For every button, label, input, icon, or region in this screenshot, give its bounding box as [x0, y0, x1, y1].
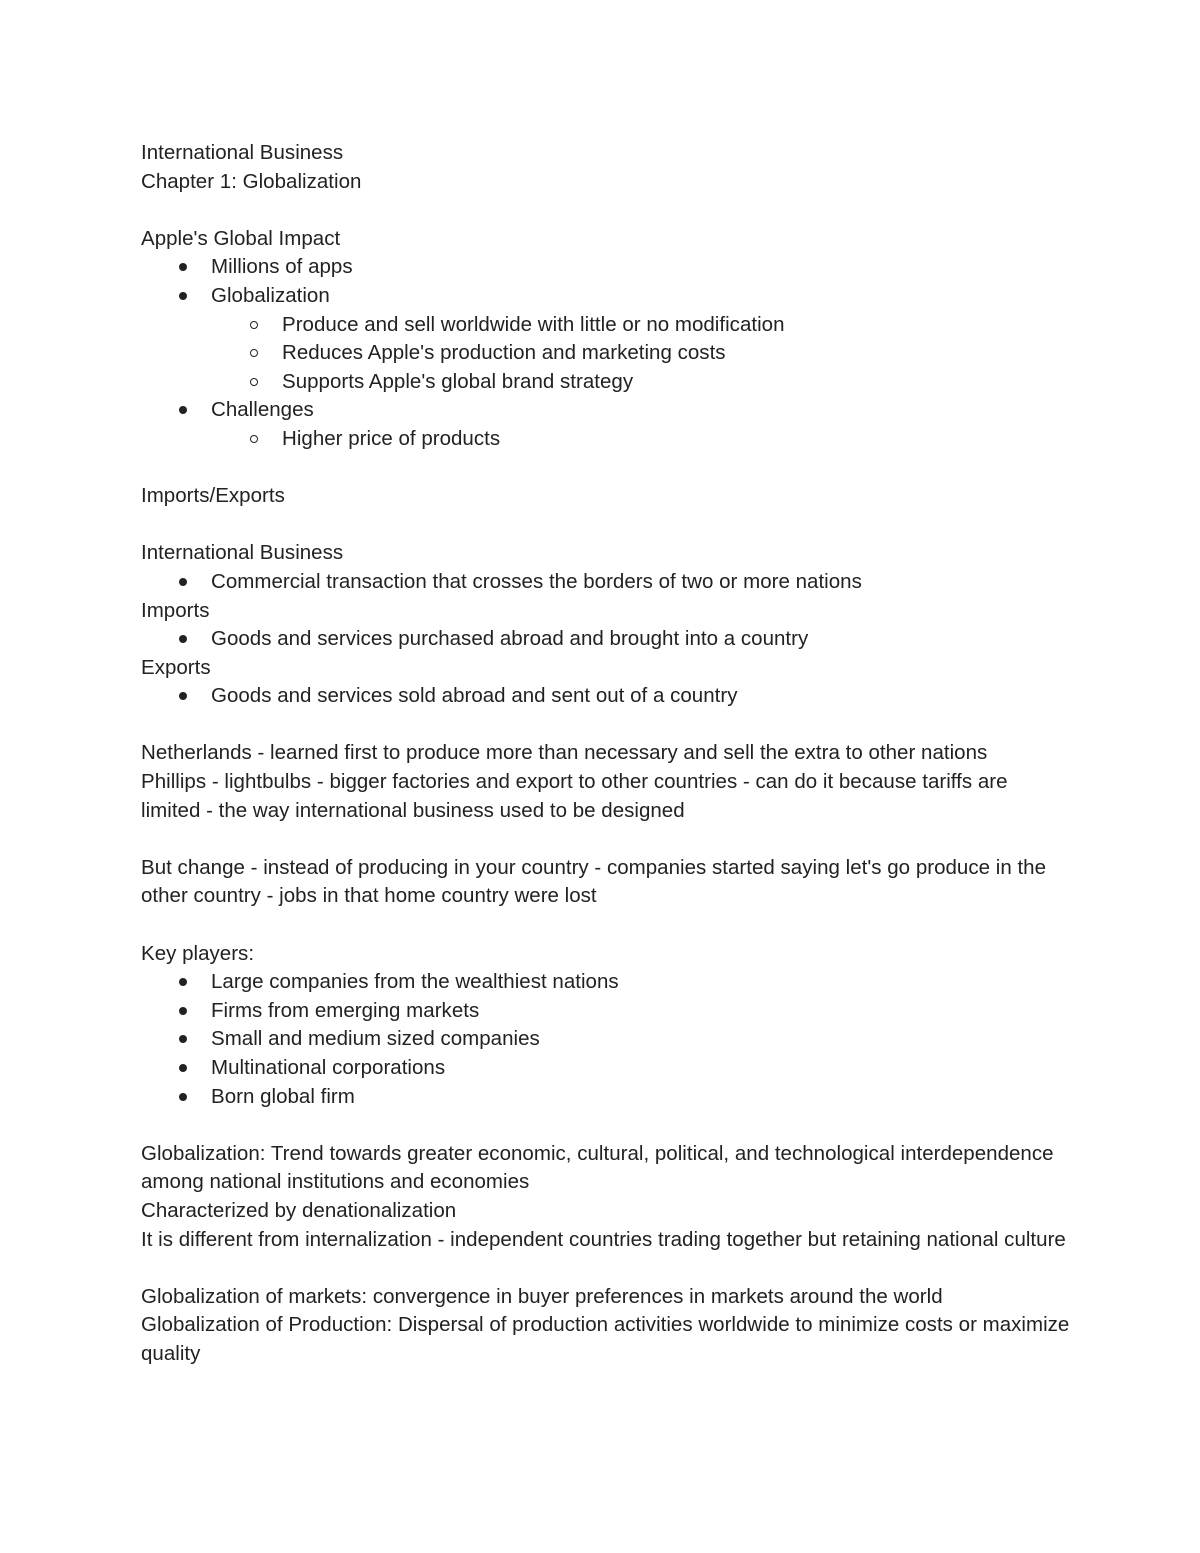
globalization-different: It is different from internalization - independent countries trading together but retaining national culture: [141, 1227, 1066, 1251]
list-item: Commercial transaction that crosses the borders of two or more nations: [141, 568, 1071, 597]
bullet-dot-icon: [179, 292, 187, 300]
list-item: Firms from emerging markets: [141, 997, 1071, 1026]
list-item: Born global firm: [141, 1083, 1071, 1112]
list-item: Globalization: [141, 282, 1071, 311]
bullet-dot-icon: [179, 263, 187, 271]
spacer: [141, 511, 1071, 540]
bullet-dot-icon: [179, 1093, 187, 1101]
list-item: Large companies from the wealthiest nations: [141, 968, 1071, 997]
bullet-circle-icon: [250, 435, 258, 443]
bullet-dot-icon: [179, 692, 187, 700]
note-change: But change - instead of producing in your country - companies started saying let's go produce in the other country - jobs in that home country were lost: [141, 855, 1047, 908]
bullet-dot-icon: [179, 1035, 187, 1043]
bullet-circle-icon: [250, 321, 258, 329]
list-item: Millions of apps: [141, 253, 1071, 282]
globalization-of-markets: Globalization of markets: convergence in buyer preferences in markets around the world: [141, 1284, 943, 1308]
term-imports: Imports: [141, 598, 210, 622]
globalization-of-production: Globalization of Production: Dispersal of production activities worldwide to minimize costs or maximize quality: [141, 1313, 1070, 1365]
spacer: [141, 825, 1071, 854]
term-international-business: International Business: [141, 541, 344, 565]
spacer: [141, 1111, 1071, 1140]
sub-list-item: Supports Apple's global brand strategy: [141, 368, 1071, 397]
list-item: Challenges: [141, 396, 1071, 425]
sub-list-item: Produce and sell worldwide with little or no modification: [141, 311, 1071, 340]
note-phillips: Phillips - lightbulbs - bigger factories and export to other countries - can do it because tariffs are limited - the way international business used to be designed: [141, 770, 1008, 822]
spacer: [141, 911, 1071, 940]
bullet-circle-icon: [250, 349, 258, 357]
bullet-dot-icon: [179, 578, 187, 586]
bullet-circle-icon: [250, 378, 258, 386]
sub-list-item: Reduces Apple's production and marketing costs: [141, 339, 1071, 368]
chapter-title: Chapter 1: Globalization: [141, 169, 362, 193]
list-item: Small and medium sized companies: [141, 1025, 1071, 1054]
spacer: [141, 711, 1071, 740]
list-item: Goods and services purchased abroad and brought into a country: [141, 625, 1071, 654]
section-heading-imports-exports: Imports/Exports: [141, 484, 285, 508]
globalization-characterized: Characterized by denationalization: [141, 1198, 457, 1222]
globalization-definition: Globalization: Trend towards greater economic, cultural, political, and technological interdependence among national institutions and economies: [141, 1141, 1054, 1194]
document-page: [141, 139, 1071, 1369]
spacer: [141, 196, 1071, 225]
list-item: Goods and services sold abroad and sent out of a country: [141, 682, 1071, 711]
course-title: International Business: [141, 141, 344, 164]
bullet-dot-icon: [179, 406, 187, 414]
bullet-dot-icon: [179, 635, 187, 643]
spacer: [141, 454, 1071, 483]
bullet-dot-icon: [179, 1007, 187, 1015]
section-heading-key-players: Key players:: [141, 941, 255, 965]
bullet-dot-icon: [179, 1064, 187, 1072]
section-heading-apple: Apple's Global Impact: [141, 226, 341, 250]
sub-list-item: Higher price of products: [141, 425, 1071, 454]
list-item: Multinational corporations: [141, 1054, 1071, 1083]
spacer: [141, 1254, 1071, 1283]
note-netherlands: Netherlands - learned first to produce more than necessary and sell the extra to other nations: [141, 741, 988, 765]
term-exports: Exports: [141, 655, 211, 679]
bullet-dot-icon: [179, 978, 187, 986]
